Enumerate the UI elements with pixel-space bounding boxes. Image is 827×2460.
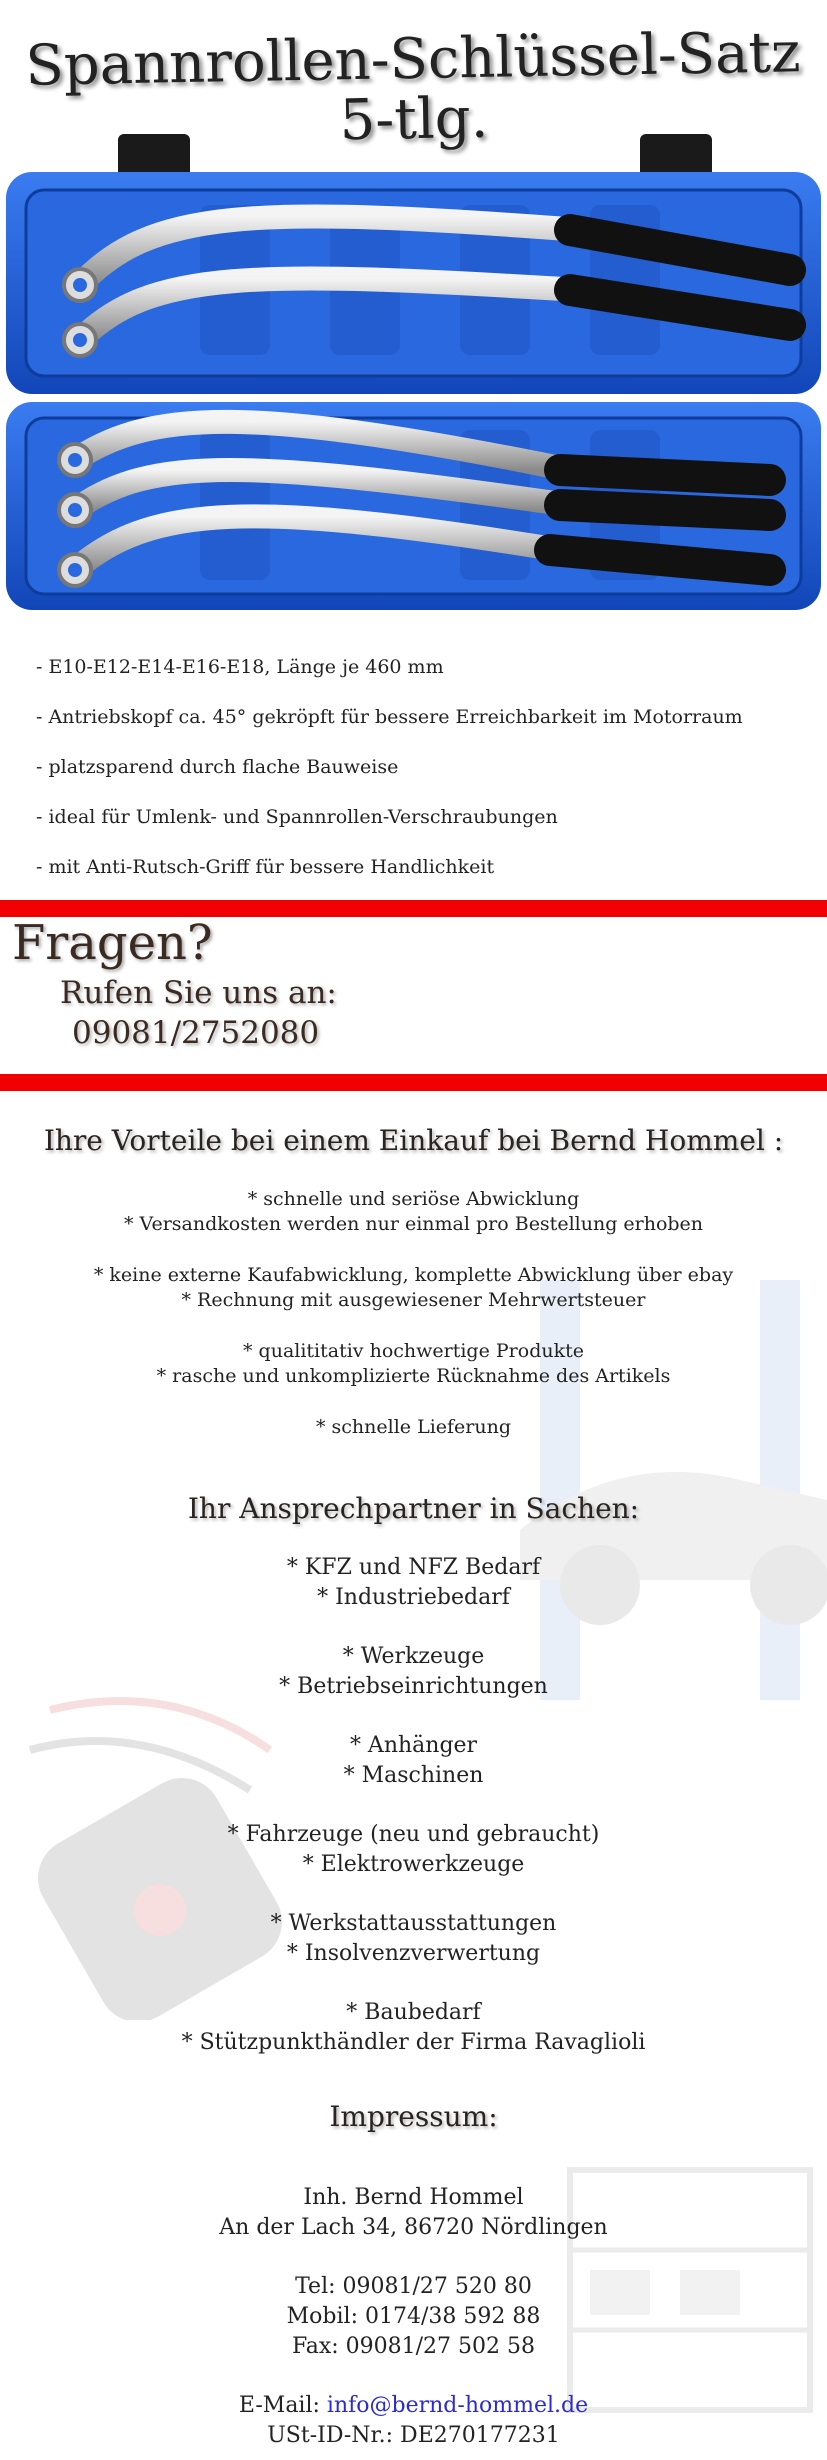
area-item: * Fahrzeuge (neu und gebraucht) bbox=[227, 1822, 600, 1847]
email-link[interactable]: info@bernd-hommel.de bbox=[326, 2393, 589, 2418]
impressum-heading: Impressum: bbox=[329, 2100, 498, 2133]
impressum-tel: Tel: 09081/27 520 80 bbox=[295, 2274, 532, 2299]
advantage-item: * rasche und unkomplizierte Rücknahme des Artikels bbox=[156, 1365, 671, 1387]
area-item: * Maschinen bbox=[343, 1763, 484, 1788]
feature-item: - Antriebskopf ca. 45° gekröpft für bessere Erreichbarkeit im Motorraum bbox=[36, 706, 743, 728]
title-line-1: Spannrollen-Schlüssel-Satz bbox=[24, 20, 802, 99]
area-item: * Werkstattausstattungen bbox=[270, 1911, 557, 1936]
impressum-fax: Fax: 09081/27 502 58 bbox=[291, 2334, 536, 2359]
advantage-item: * keine externe Kaufabwicklung, komplette Abwicklung über ebay bbox=[93, 1264, 734, 1286]
impressum-ust: USt-ID-Nr.: DE270177231 bbox=[267, 2423, 560, 2448]
area-item: * Anhänger bbox=[349, 1733, 478, 1758]
area-item: * Stützpunkthändler der Firma Ravaglioli bbox=[181, 2030, 646, 2055]
area-item: * Betriebseinrichtungen bbox=[279, 1674, 548, 1699]
feature-item: - ideal für Umlenk- und Spannrollen-Verschraubungen bbox=[36, 806, 558, 828]
area-item: * Insolvenzverwertung bbox=[286, 1941, 541, 1966]
advantage-item: * qualititativ hochwertige Produkte bbox=[243, 1340, 584, 1362]
contact-areas-section bbox=[0, 1492, 827, 2058]
tool-case-illustration bbox=[0, 130, 827, 610]
impressum-address: An der Lach 34, 86720 Nördlingen bbox=[219, 2215, 608, 2240]
advantages-heading: Ihre Vorteile bei einem Einkauf bei Bernd Hommel : bbox=[43, 1124, 784, 1157]
fragen-heading: Fragen? bbox=[12, 915, 213, 971]
area-item: * Werkzeuge bbox=[342, 1644, 485, 1669]
advantage-item: * schnelle Lieferung bbox=[315, 1416, 512, 1438]
feature-item: - platzsparend durch flache Bauweise bbox=[36, 756, 399, 778]
feature-item: - E10-E12-E14-E16-E18, Länge je 460 mm bbox=[36, 656, 444, 678]
area-item: * Baubedarf bbox=[346, 2000, 481, 2025]
advantage-item: * schnelle und seriöse Abwicklung bbox=[247, 1188, 580, 1210]
impressum-email-line bbox=[0, 2391, 827, 2421]
call-us-text: Rufen Sie uns an: bbox=[60, 975, 337, 1011]
impressum-owner: Inh. Bernd Hommel bbox=[303, 2185, 524, 2210]
product-image bbox=[0, 130, 827, 610]
area-item: * KFZ und NFZ Bedarf bbox=[286, 1555, 541, 1580]
impressum-mobil: Mobil: 0174/38 592 88 bbox=[286, 2304, 541, 2329]
area-item: * Elektrowerkzeuge bbox=[302, 1852, 525, 1877]
hotline-phone[interactable]: 09081/2752080 bbox=[72, 1015, 320, 1051]
title-line-2: 5-tlg. bbox=[339, 85, 489, 154]
feature-item: - mit Anti-Rutsch-Griff für bessere Handlichkeit bbox=[36, 856, 495, 878]
divider-bottom bbox=[0, 1074, 827, 1091]
advantage-item: * Rechnung mit ausgewiesener Mehrwertsteuer bbox=[181, 1289, 646, 1311]
advantage-item: * Versandkosten werden nur einmal pro Bestellung erhoben bbox=[123, 1213, 704, 1235]
contact-areas-heading: Ihr Ansprechpartner in Sachen: bbox=[187, 1492, 640, 1525]
feature-list bbox=[36, 650, 816, 900]
advantages-section bbox=[0, 1124, 827, 1440]
area-item: * Industriebedarf bbox=[317, 1585, 510, 1610]
impressum-section bbox=[0, 2100, 827, 2451]
email-label: E-Mail: bbox=[238, 2393, 320, 2418]
